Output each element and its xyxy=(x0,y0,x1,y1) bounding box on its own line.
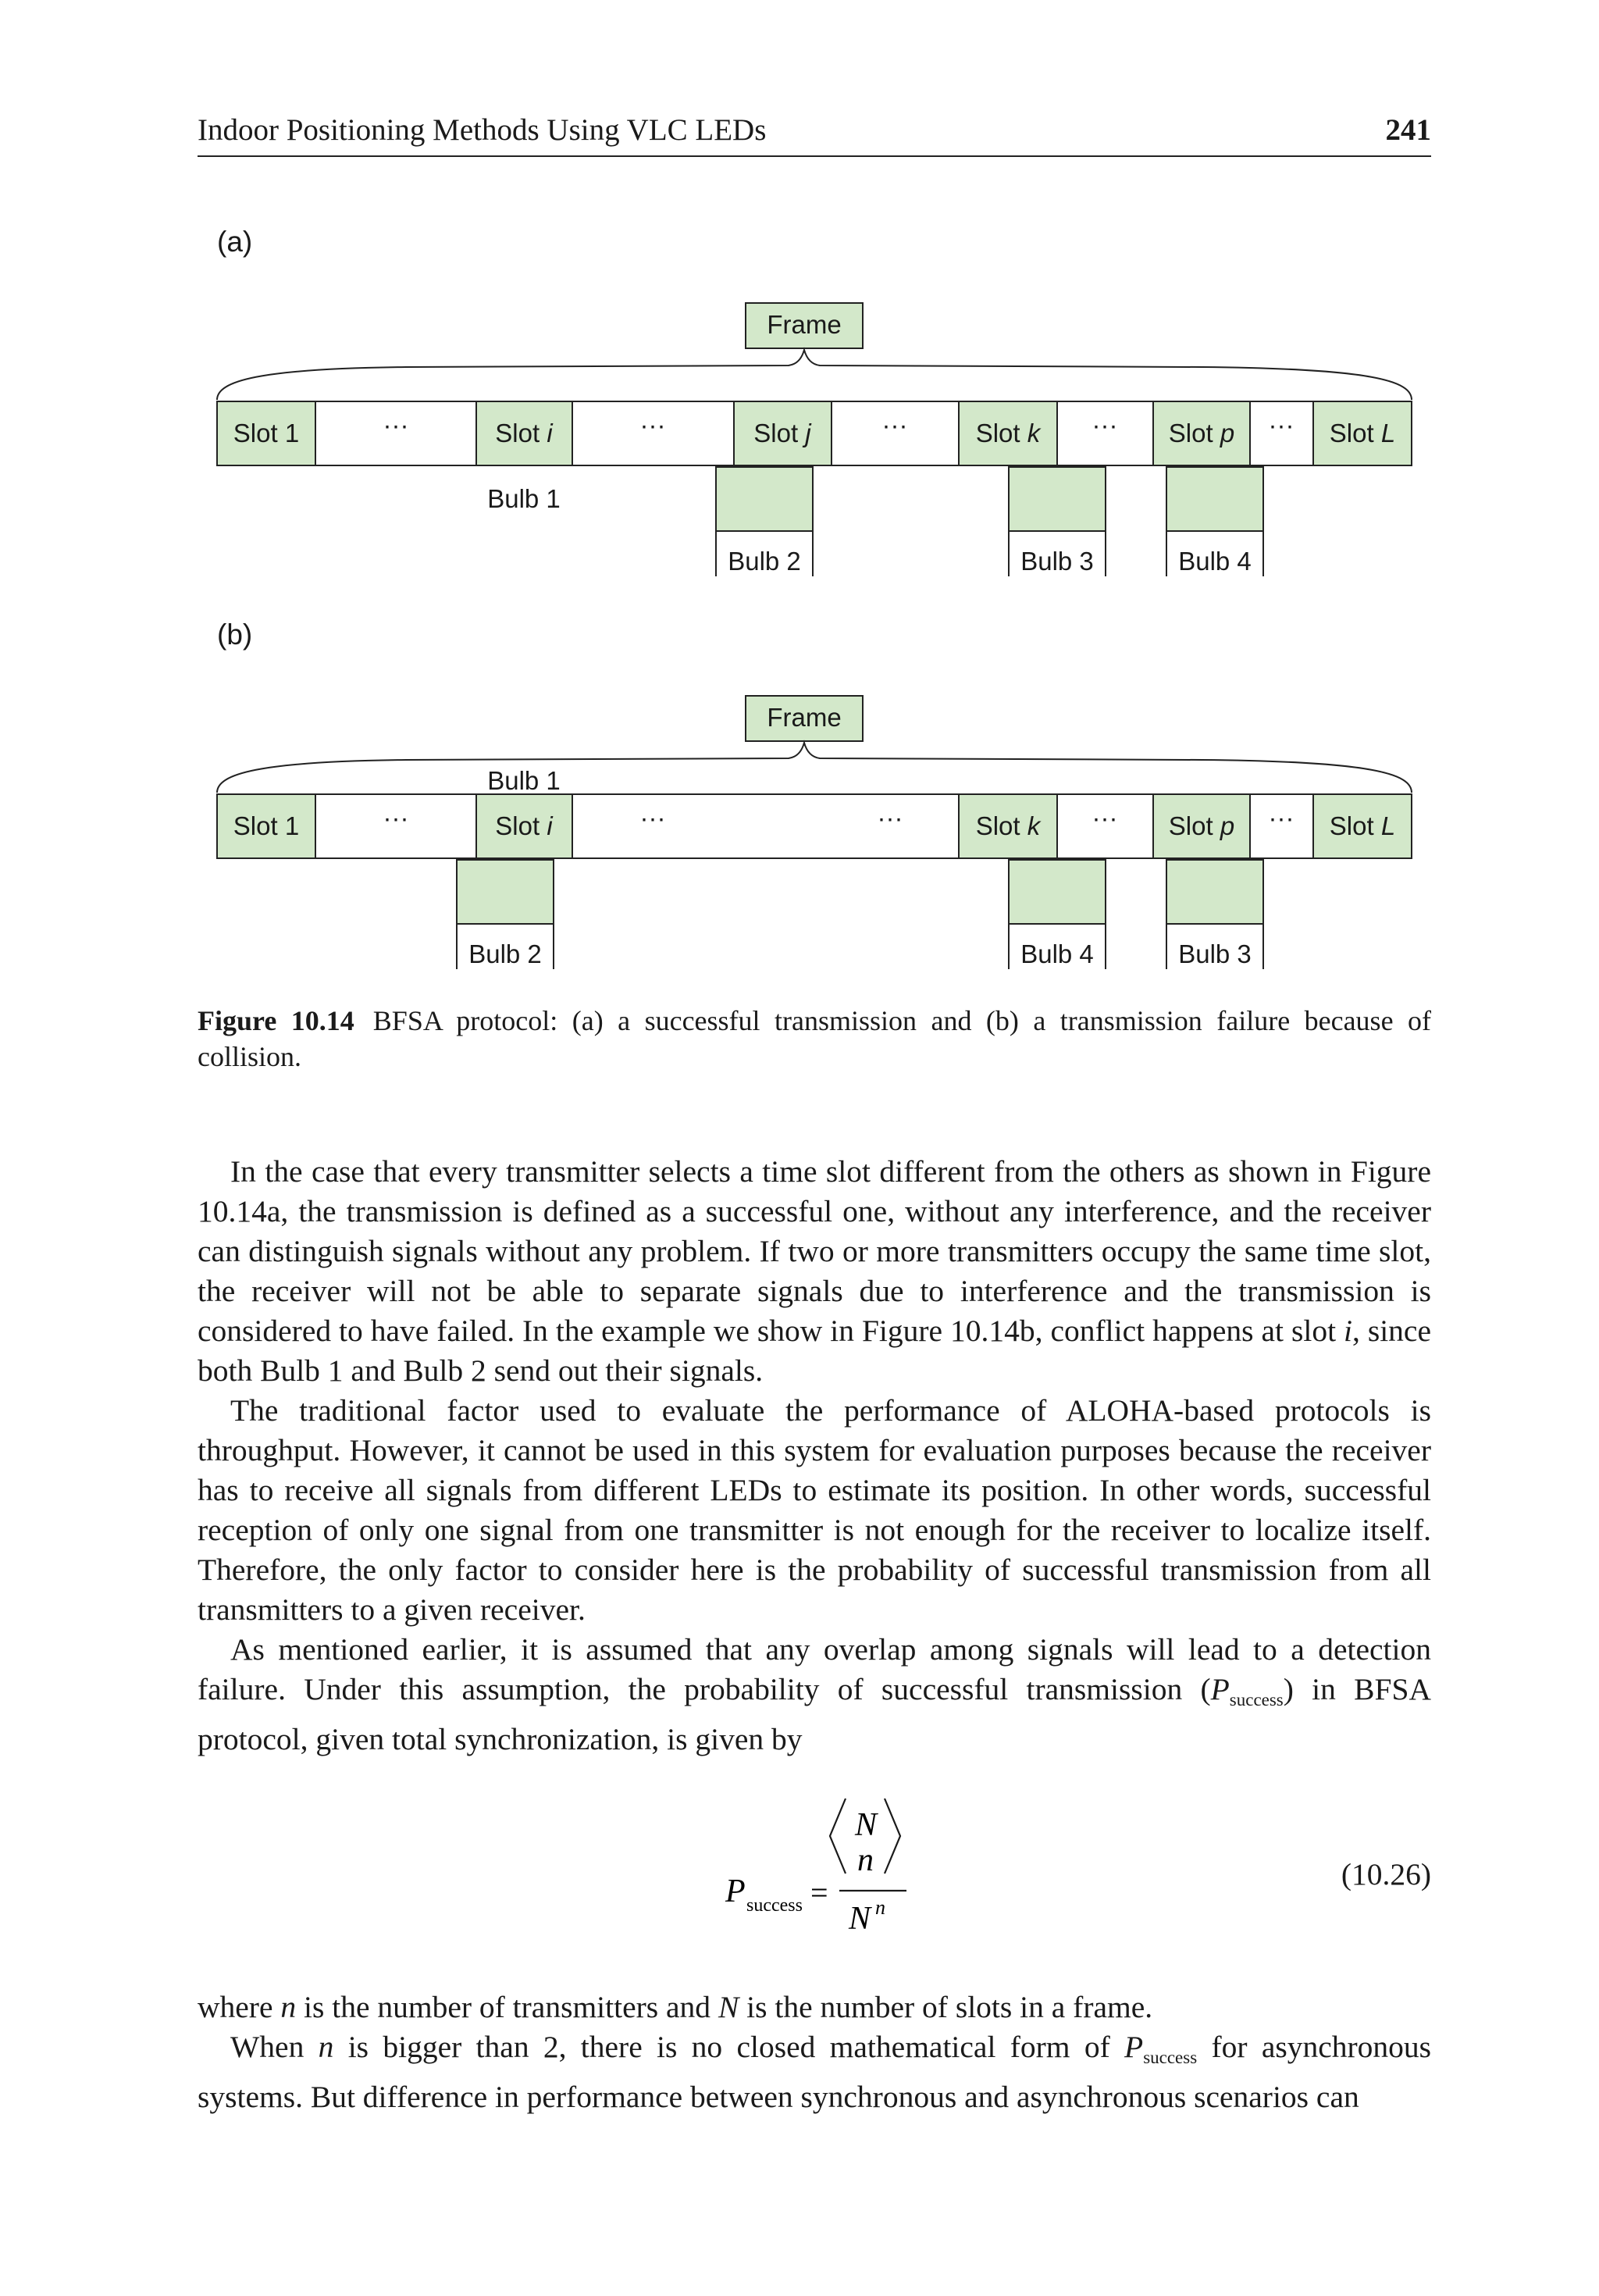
paragraph-5: When n is bigger than 2, there is no closed mathematical form of $P_{success}$ for asynchronous systems. But difference in performance between synchronous and asynchronous scenarios can xyxy=(198,2030,1432,2114)
bulb-2-block-b xyxy=(457,860,554,924)
slot-j-label-a: Slot j xyxy=(753,419,811,447)
ellipsis-a-4: ··· xyxy=(1092,411,1118,440)
svg-text:n: n xyxy=(857,1842,874,1878)
paragraph-3: As mentioned earlier, it is assumed that any overlap among signals will lead to a detection failure. Under this assumption, the probability of successful transmission $(P_{success})$ in BFSA protocol, given total synchronization, is given by xyxy=(198,1632,1431,1756)
caption-text: BFSA protocol: (a) a successful transmission and (b) a transmission failure because of collision. xyxy=(198,1005,1431,1072)
slot-k-label-a: Slot k xyxy=(975,419,1041,447)
paragraph-2: The traditional factor used to evaluate the performance of ALOHA-based protocols is throughput. However, it cannot be used in this system for evaluation purposes because the receiver has to receive all signals from different LEDs to estimate its position. In other words, successful reception of only one signal from one transmitter is not enough for the receiver to localize itself. Therefore, the only factor to consider here is the probability of successful transmission from all transmitters to a given receiver. xyxy=(198,1393,1431,1627)
body-text xyxy=(198,1152,1431,2117)
slot-1-label-b: Slot 1 xyxy=(233,811,300,840)
ellipsis-a-3: ··· xyxy=(881,411,908,440)
panel-a-label: (a) xyxy=(217,226,253,258)
ellipsis-b-2: ··· xyxy=(639,804,666,832)
slot-i-label-b: Slot i xyxy=(495,811,553,840)
slot-p-label-a: Slot p xyxy=(1168,419,1235,447)
ellipsis-b-5: ··· xyxy=(1268,804,1295,832)
bulb-2-label-a: Bulb 2 xyxy=(728,547,801,576)
bulb-2-label-b: Bulb 2 xyxy=(468,939,542,968)
bulb-3-label-b: Bulb 3 xyxy=(1178,939,1252,968)
bulb-4-label-a: Bulb 4 xyxy=(1178,547,1252,576)
equation-number: (10.26) xyxy=(1341,1857,1431,1891)
ellipsis-a-1: ··· xyxy=(383,411,409,440)
equation-formula xyxy=(198,1777,1431,1972)
figure-10-14 xyxy=(0,0,1599,1015)
svg-text:N: N xyxy=(855,1807,878,1843)
svg-text:N: N xyxy=(849,1901,871,1937)
ellipsis-b-1: ··· xyxy=(383,804,409,832)
frame-brace-a xyxy=(217,350,1412,400)
ellipsis-a-5: ··· xyxy=(1268,411,1295,440)
equation-10-26 xyxy=(198,1777,1431,1972)
bfsa-diagram xyxy=(0,0,1599,1015)
panel-b-label: (b) xyxy=(217,619,253,651)
frame-label-a: Frame xyxy=(767,310,842,339)
svg-text:P: P xyxy=(725,1874,746,1909)
svg-text:=: = xyxy=(810,1875,828,1910)
bulb-2-block-a xyxy=(716,467,813,531)
caption-label: Figure 10.14 xyxy=(198,1005,354,1036)
bulb-3-label-a: Bulb 3 xyxy=(1020,547,1094,576)
slot-l-label-a: Slot L xyxy=(1329,419,1396,447)
page-number: 241 xyxy=(1385,113,1431,147)
slot-p-label-b: Slot p xyxy=(1168,811,1235,840)
paragraph-4: where n is the number of transmitters and N is the number of slots in a frame. xyxy=(198,1990,1153,2024)
running-header-title: Indoor Positioning Methods Using VLC LEDs xyxy=(198,113,767,147)
ellipsis-b-4: ··· xyxy=(1092,804,1118,832)
slot-k-label-b: Slot k xyxy=(975,811,1041,840)
figure-caption xyxy=(198,1003,1431,1075)
svg-text:success: success xyxy=(746,1895,803,1916)
slot-1-label-a: Slot 1 xyxy=(233,419,300,447)
svg-text:n: n xyxy=(875,1896,885,1919)
bulb-4-block-a xyxy=(1166,467,1263,531)
bulb-1-label-a: Bulb 1 xyxy=(487,484,561,513)
frame-label-b: Frame xyxy=(767,703,842,732)
paragraph-1: In the case that every transmitter selects a time slot different from the others as shown in Figure 10.14a, the transmission is defined as a successful one, without any interference, and the receiver can distinguish signals without any problem. If two or more transmitters occupy the same time slot, the receiver will not be able to separate signals due to interference and the transmission is considered to have failed. In the example we show in Figure 10.14b, conflict happens at slot i, since both Bulb 1 and Bulb 2 send out their signals. xyxy=(198,1154,1431,1388)
slot-l-label-b: Slot L xyxy=(1329,811,1396,840)
slot-i-label-a: Slot i xyxy=(495,419,553,447)
bulb-3-block-a xyxy=(1009,467,1106,531)
ellipsis-b-3: ··· xyxy=(877,804,903,832)
bulb-4-block-b xyxy=(1009,860,1106,924)
ellipsis-a-2: ··· xyxy=(639,411,666,440)
bulb-1-label-b: Bulb 1 xyxy=(487,766,561,795)
bulb-3-block-b xyxy=(1166,860,1263,924)
frame-brace-b xyxy=(217,743,1412,793)
bulb-4-label-b: Bulb 4 xyxy=(1020,939,1094,968)
